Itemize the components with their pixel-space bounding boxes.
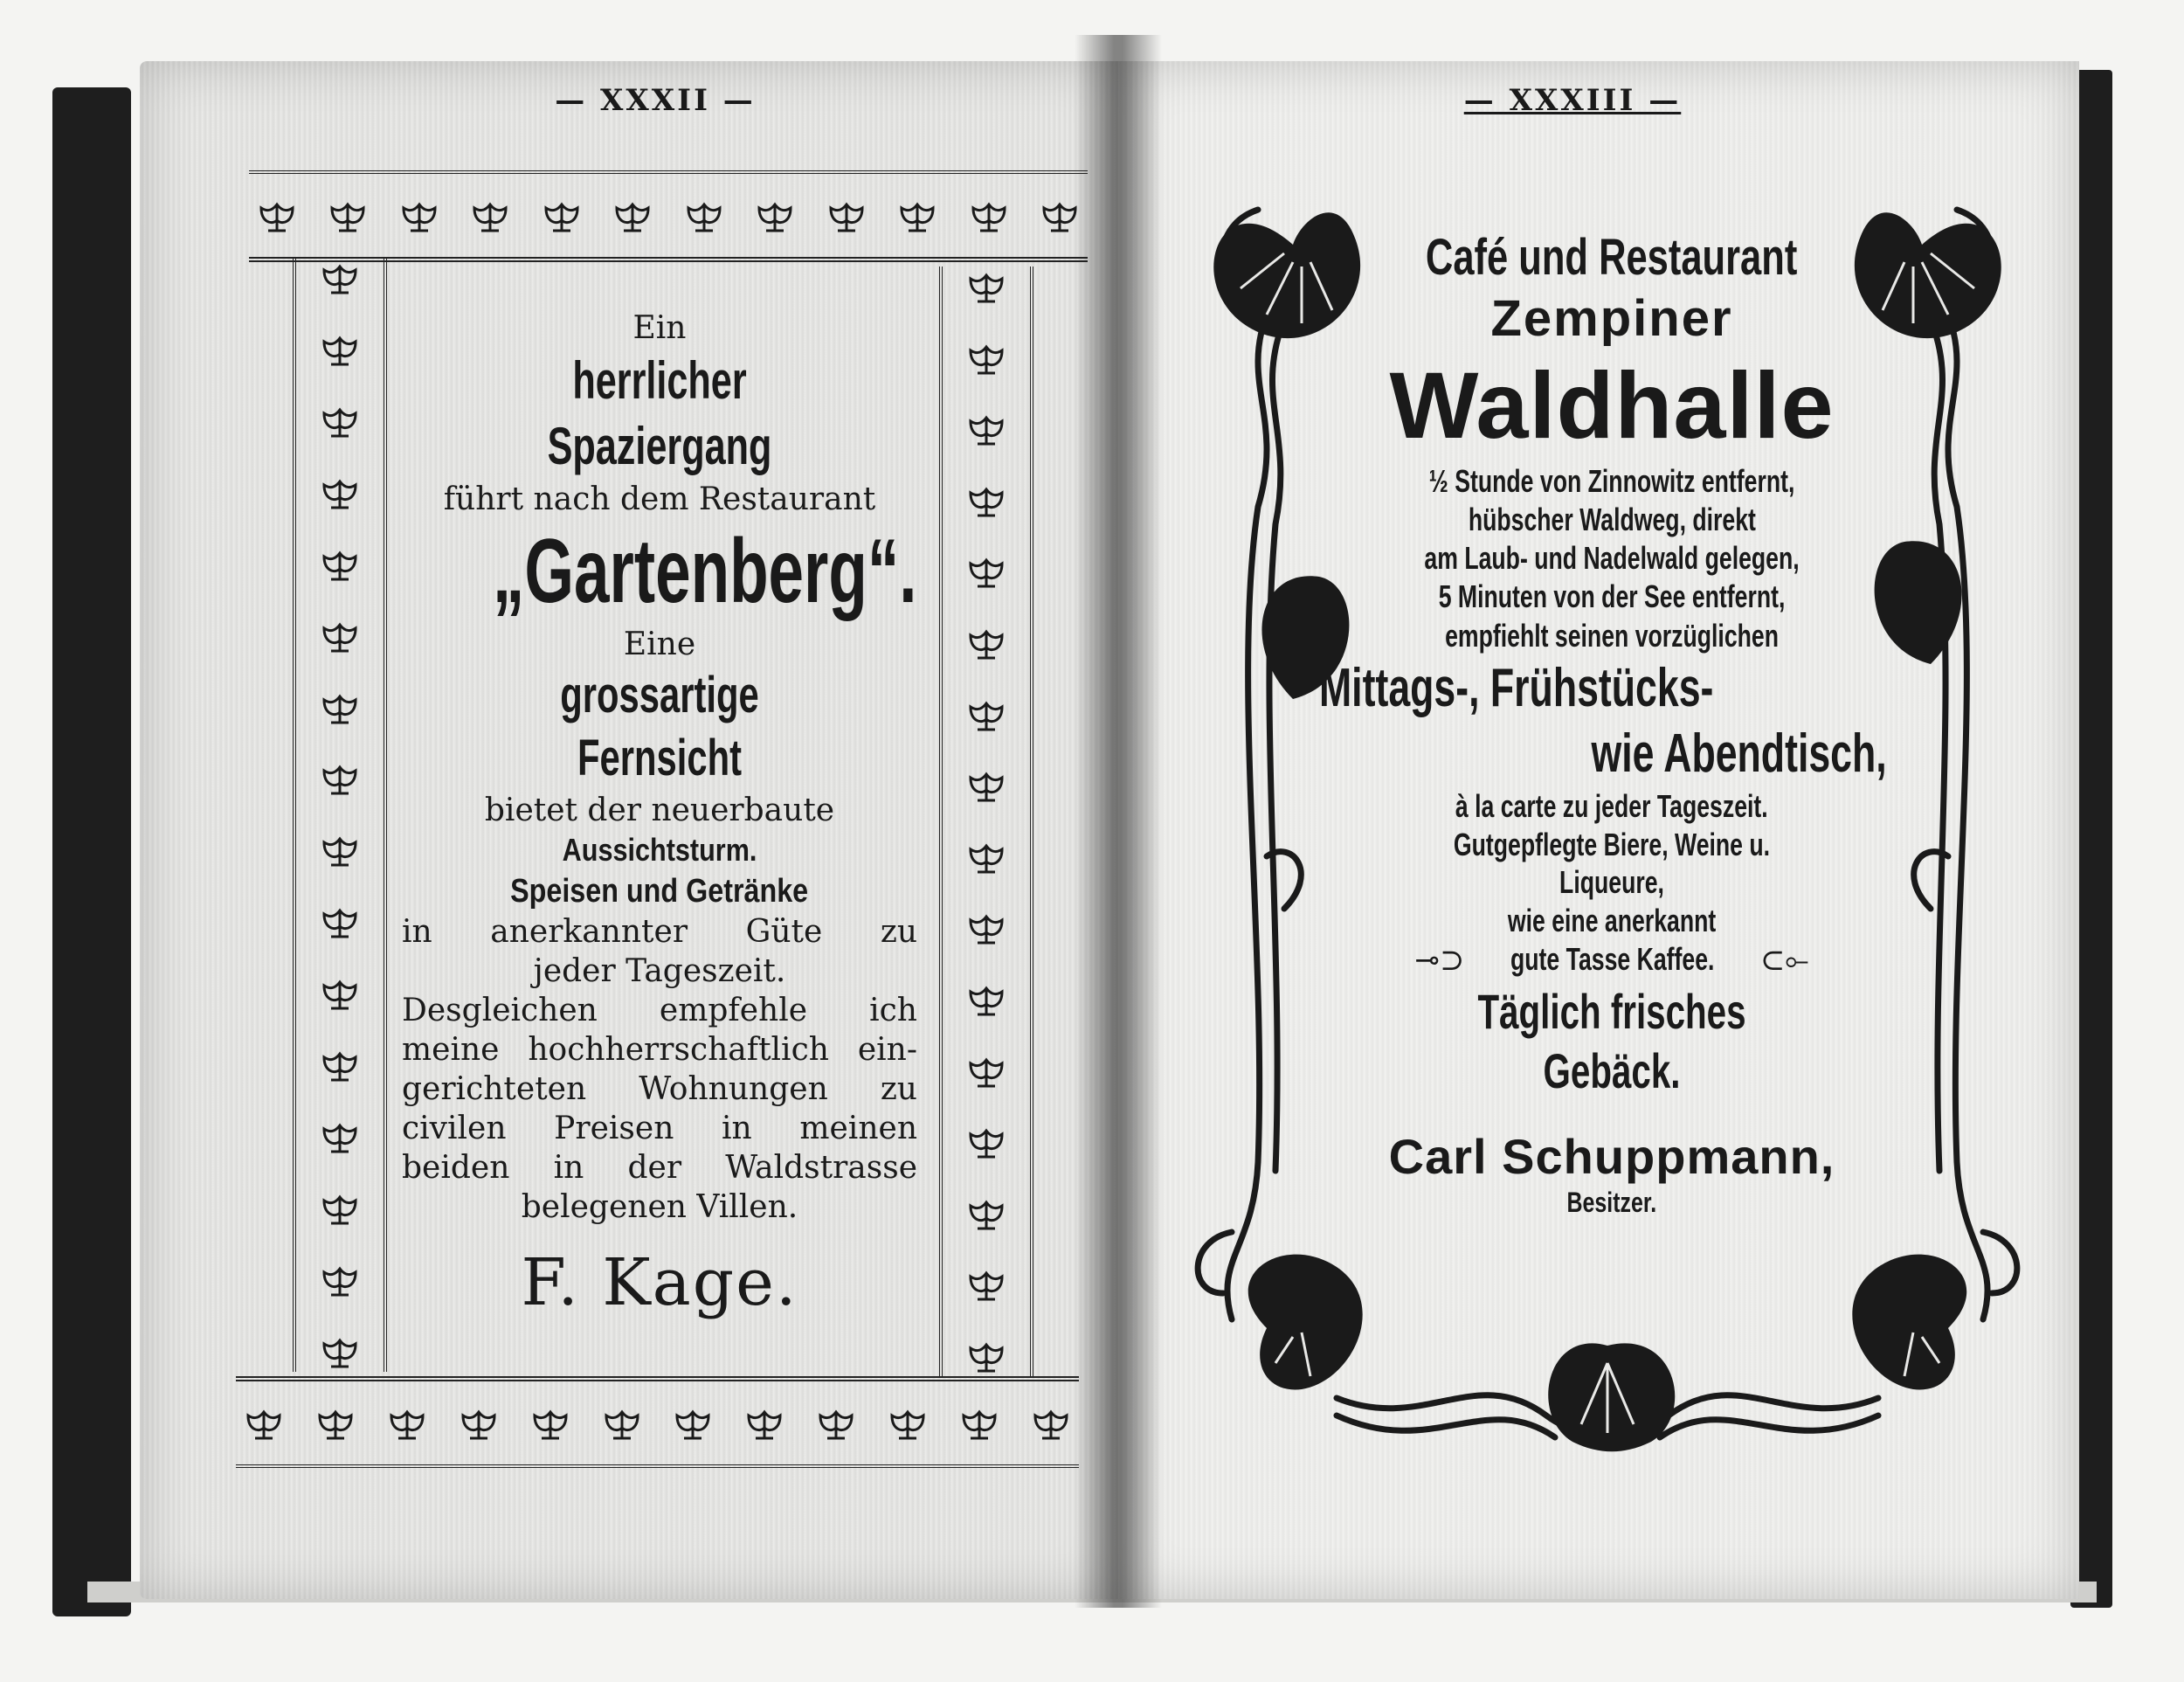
- ad-line: wie eine anerkannt: [1507, 903, 1717, 939]
- tulip-ornament-icon: [964, 1122, 1009, 1162]
- tulip-ornament-icon: [964, 837, 1009, 877]
- ornament-band-top: [249, 170, 1088, 262]
- ornament-column-right: [939, 266, 1033, 1376]
- tulip-ornament-icon: [456, 1403, 501, 1443]
- ad-line: à la carte zu jeder Tageszeit.: [1455, 787, 1768, 824]
- tulip-ornament-icon: [670, 1403, 715, 1443]
- tulip-ornament-icon: [964, 1264, 1009, 1305]
- tulip-ornament-icon: [325, 196, 370, 236]
- tulip-ornament-icon: [964, 695, 1009, 735]
- tulip-ornament-icon: [681, 196, 727, 236]
- owner-title: Besitzer.: [1566, 1187, 1657, 1218]
- ad-line: Aussichtsturm.: [562, 831, 757, 868]
- tulip-ornament-icon: [317, 830, 363, 870]
- ad-line: Ein: [632, 310, 687, 346]
- tulip-ornament-icon: [610, 196, 655, 236]
- ad-headline: wie Abendtisch,: [1591, 723, 1887, 785]
- tulip-ornament-icon: [317, 544, 363, 585]
- ad-line: gute Tasse Kaffee.: [1510, 941, 1715, 978]
- tulip-ornament-icon: [885, 1403, 930, 1443]
- ad-line: hübscher Waldweg, direkt: [1468, 501, 1756, 537]
- page-number-right: — XXXIII —: [1463, 83, 1682, 118]
- waldhalle-advertisement: [1319, 227, 1887, 1219]
- tulip-ornament-icon: [317, 616, 363, 656]
- ad-line: führt nach dem Restaurant: [443, 481, 876, 517]
- tulip-ornament-icon: [964, 409, 1009, 449]
- ad-line: ½ Stunde von Zinnowitz entfernt,: [1428, 462, 1795, 499]
- tulip-ornament-icon: [752, 196, 798, 236]
- tulip-ornament-icon: [384, 1403, 430, 1443]
- restaurant-name: „Gartenberg“.: [493, 521, 917, 622]
- tulip-ornament-icon: [317, 1188, 363, 1229]
- tulip-ornament-icon: [1037, 196, 1082, 236]
- ad-line: in anerkannter Güte zu: [402, 914, 917, 951]
- tulip-ornament-icon: [964, 1336, 1009, 1376]
- tulip-ornament-icon: [317, 902, 363, 942]
- tulip-ornament-icon: [317, 401, 363, 441]
- ornament-band-bottom: [236, 1376, 1079, 1468]
- tulip-ornament-icon: [1028, 1403, 1074, 1443]
- tulip-ornament-icon: [317, 329, 363, 370]
- tulip-ornament-icon: [964, 481, 1009, 521]
- page-number-left: — XXXII —: [555, 83, 756, 118]
- ad-line: meine hochherrschaftlich ein-: [402, 1032, 917, 1069]
- ad-line: Gutgepflegte Biere, Weine u. Liqueure,: [1453, 826, 1771, 900]
- book-cover-left: [52, 87, 131, 1616]
- tulip-ornament-icon: [539, 196, 584, 236]
- tulip-ornament-icon: [964, 1194, 1009, 1234]
- restaurant-name: Waldhalle: [1389, 352, 1835, 459]
- tulip-ornament-icon: [317, 688, 363, 728]
- ad-line: bietet der neuerbaute: [484, 792, 835, 828]
- owner-name: Carl Schuppmann,: [1388, 1128, 1835, 1184]
- tulip-ornament-icon: [467, 196, 513, 236]
- ad-line: empfiehlt seinen vorzüglichen: [1445, 617, 1779, 654]
- ad-line: civilen Preisen in meinen: [402, 1111, 917, 1147]
- ad-headline: Mittags-, Frühstücks-: [1319, 657, 1714, 718]
- tulip-ornament-icon: [317, 973, 363, 1014]
- ad-subheadline: grossartige Fernsicht: [560, 666, 759, 787]
- ad-line: Eine: [623, 626, 696, 662]
- tulip-ornament-icon: [317, 1260, 363, 1300]
- tulip-ornament-icon: [317, 1045, 363, 1085]
- tulip-ornament-icon: [317, 1117, 363, 1157]
- ad-line: am Laub- und Nadelwald gelegen,: [1424, 540, 1800, 577]
- tulip-ornament-icon: [964, 979, 1009, 1020]
- tulip-ornament-icon: [317, 758, 363, 799]
- ad-headline: herrlicher Spaziergang: [547, 351, 772, 475]
- tulip-ornament-icon: [964, 908, 1009, 948]
- ad-line: gerichteten Wohnungen zu: [402, 1071, 917, 1108]
- ad-line: jeder Tageszeit.: [533, 953, 786, 990]
- tulip-ornament-icon: [254, 196, 300, 236]
- tulip-ornament-icon: [241, 1403, 287, 1443]
- tulip-ornament-icon: [824, 196, 869, 236]
- ad-line: belegenen Villen.: [521, 1189, 798, 1226]
- tulip-ornament-icon: [317, 258, 363, 298]
- tulip-ornament-icon: [964, 338, 1009, 378]
- ad-line: beiden in der Waldstrasse: [402, 1150, 917, 1187]
- tulip-ornament-icon: [966, 196, 1012, 236]
- book-gutter: [1075, 35, 1162, 1608]
- tulip-ornament-icon: [895, 196, 940, 236]
- tulip-ornament-icon: [528, 1403, 573, 1443]
- tulip-ornament-icon: [397, 196, 442, 236]
- tulip-ornament-icon: [317, 1332, 363, 1372]
- ad-line: Speisen und Getränke: [510, 872, 809, 910]
- ad-line: 5 Minuten von der See entfernt,: [1438, 578, 1786, 615]
- signature: F. Kage.: [521, 1245, 798, 1321]
- ornament-column-left: [293, 258, 387, 1372]
- tulip-ornament-icon: [742, 1403, 787, 1443]
- tulip-ornament-icon: [964, 551, 1009, 592]
- arrow-ornament-left-icon: ⊸⊃: [1414, 943, 1465, 979]
- ad-subheadline: Täglich frisches Gebäck.: [1477, 984, 1746, 1098]
- tulip-ornament-icon: [957, 1403, 1002, 1443]
- ad-line: Desgleichen empfehle ich: [402, 993, 917, 1029]
- tulip-ornament-icon: [964, 623, 1009, 663]
- ad-line: Café und Restaurant: [1426, 229, 1798, 286]
- arrow-ornament-right-icon: ⊂⟜: [1759, 943, 1809, 979]
- tulip-ornament-icon: [964, 266, 1009, 307]
- tulip-ornament-icon: [964, 765, 1009, 806]
- tulip-ornament-icon: [313, 1403, 358, 1443]
- gartenberg-advertisement: [402, 301, 917, 1324]
- tulip-ornament-icon: [599, 1403, 645, 1443]
- tulip-ornament-icon: [964, 1051, 1009, 1091]
- ad-line: Zempiner: [1490, 289, 1733, 347]
- tulip-ornament-icon: [317, 473, 363, 513]
- tulip-ornament-icon: [813, 1403, 859, 1443]
